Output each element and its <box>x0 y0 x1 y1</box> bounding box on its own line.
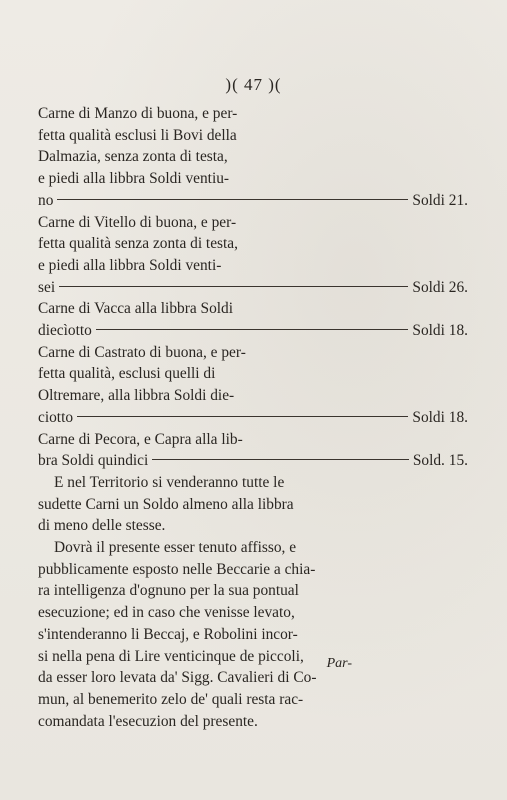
leader-dash <box>96 329 409 330</box>
entry-line: e piedi alla libbra Soldi venti- <box>38 256 222 274</box>
paragraph-line: sudette Carni un Soldo almeno alla libbra <box>38 495 294 513</box>
entry-last-word: ciotto <box>38 408 74 426</box>
entry-price: Sold. 15. <box>412 452 468 470</box>
catchword: Par- <box>326 656 352 671</box>
price-entry <box>38 103 468 212</box>
paragraph-line: pubblicamente esposto nelle Beccarie a chia- <box>38 560 316 578</box>
leader-dash <box>59 286 408 287</box>
entry-line: fetta qualità esclusi li Bovi della <box>38 126 237 144</box>
entry-price-line <box>38 407 468 429</box>
entry-price-line <box>38 320 468 342</box>
price-entry <box>38 342 468 429</box>
entry-price-line <box>38 450 468 472</box>
closing-paragraph <box>38 537 468 732</box>
entry-price: Soldi 18. <box>412 322 468 340</box>
entry-price-line <box>38 277 468 299</box>
entry-price-line <box>38 190 468 212</box>
entry-last-word: sei <box>38 278 56 296</box>
paragraph-line: s'intenderanno li Beccaj, e Robolini incor- <box>38 625 298 643</box>
paragraph-line: di meno delle stesse. <box>38 517 166 535</box>
entry-last-word: bra Soldi quindici <box>38 452 149 470</box>
paragraph-line: mun, al benemerito zelo de' quali resta rac- <box>38 690 304 708</box>
paragraph-line: Dovrà il presente esser tenuto affisso, e <box>54 539 297 557</box>
paragraph-line: comandata l'esecuzion del presente. <box>38 712 258 730</box>
page-number-header: )( 47 )( <box>225 75 282 94</box>
price-entry <box>38 212 468 299</box>
entry-price: Soldi 18. <box>412 408 468 426</box>
paragraph-line: ra intelligenza d'ognuno per la sua pontual <box>38 582 299 600</box>
entry-price: Soldi 26. <box>412 278 468 296</box>
paragraph-line: si nella pena di Lire venticinque de piccoli, <box>38 647 304 665</box>
territory-note <box>38 472 468 537</box>
leader-dash <box>152 459 409 460</box>
entry-line: Dalmazia, senza zonta di testa, <box>38 148 228 166</box>
paragraph-line: E nel Territorio si venderanno tutte le <box>54 473 285 491</box>
entry-last-word: diecìotto <box>38 322 92 340</box>
entry-line: Carne di Vitello di buona, e per- <box>38 213 237 231</box>
paragraph-line: da esser loro levata da' Sigg. Cavalieri di Co- <box>38 669 317 687</box>
entry-line: Carne di Vacca alla libbra Soldi <box>38 300 234 318</box>
price-entry <box>38 298 468 341</box>
entry-line: Oltremare, alla libbra Soldi die- <box>38 387 235 405</box>
leader-dash <box>77 416 408 417</box>
entry-line: fetta qualità, esclusi quelli di <box>38 365 216 383</box>
entry-last-word: no <box>38 191 54 209</box>
entry-line: e piedi alla libbra Soldi ventiu- <box>38 170 230 188</box>
entry-price: Soldi 21. <box>412 191 468 209</box>
price-entry <box>38 429 468 472</box>
entry-line: Carne di Pecora, e Capra alla lib- <box>38 430 243 448</box>
entry-line: Carne di Manzo di buona, e per- <box>38 105 238 122</box>
document-body <box>38 103 468 732</box>
entry-line: fetta qualità senza zonta di testa, <box>38 235 238 253</box>
leader-dash <box>57 199 408 200</box>
paragraph-line: esecuzione; ed in caso che venisse levato, <box>38 604 295 622</box>
entry-line: Carne di Castrato di buona, e per- <box>38 343 246 361</box>
